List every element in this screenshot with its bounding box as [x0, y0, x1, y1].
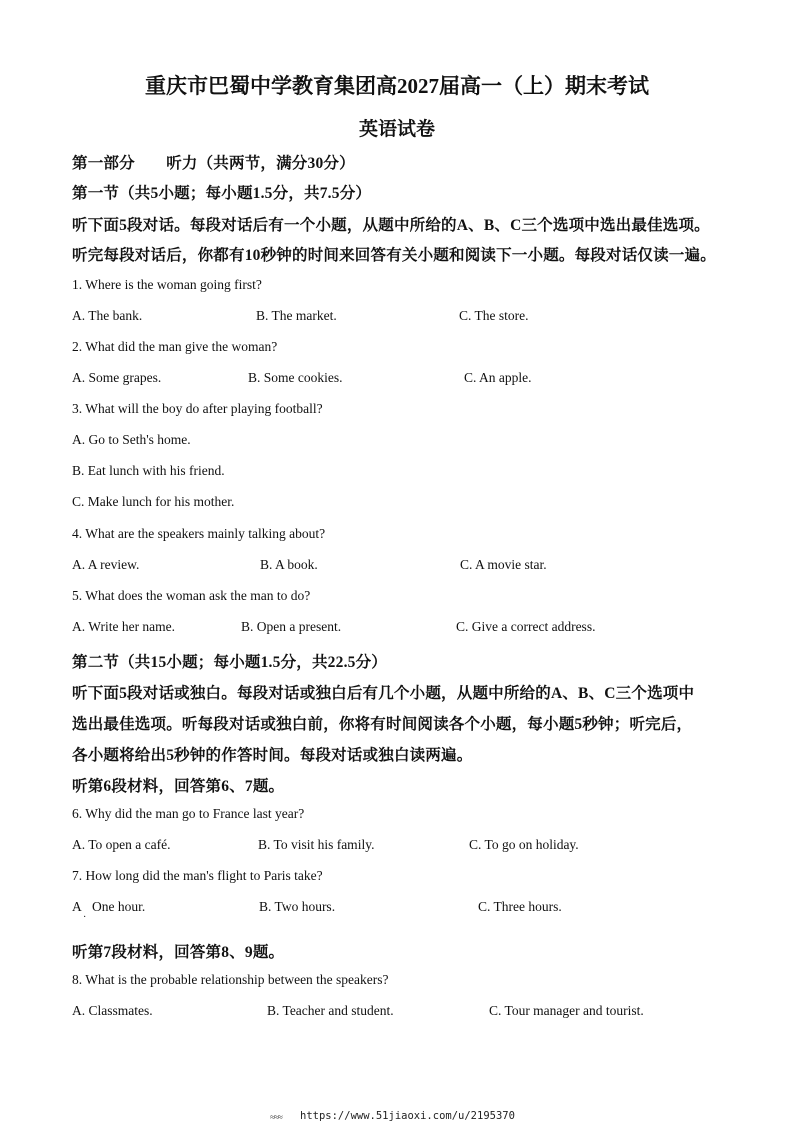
- question-2-option-a: A. Some grapes.: [72, 370, 162, 385]
- question-4-option-c: C. A movie star.: [460, 557, 547, 572]
- question-3-option-a: A. Go to Seth's home.: [72, 432, 191, 447]
- question-5-stem: 5. What does the woman ask the man to do?: [72, 588, 311, 603]
- question-7-option-a-letter: A: [72, 899, 82, 914]
- question-6-option-a: A. To open a café.: [72, 837, 171, 852]
- part1-heading: 第一部分 听力（共两节，满分30分）: [72, 155, 355, 172]
- material-7-heading: 听第7段材料，回答第8、9题。: [72, 944, 285, 961]
- question-1-stem: 1. Where is the woman going first?: [72, 277, 262, 292]
- question-7-stem: 7. How long did the man's flight to Paris take?: [72, 868, 323, 883]
- question-4-stem: 4. What are the speakers mainly talking about?: [72, 526, 326, 541]
- question-4-option-b: B. A book.: [260, 557, 318, 572]
- footer-logo-mark: ≈≈≈: [270, 1112, 282, 1122]
- question-6-option-c: C. To go on holiday.: [469, 837, 579, 852]
- section1-instruction-line2: 听完每段对话后，你都有10秒钟的时间来回答有关小题和阅读下一小题。每段对话仅读一遍。: [72, 247, 716, 264]
- question-1-option-c: C. The store.: [459, 308, 529, 323]
- question-2-option-b: B. Some cookies.: [248, 370, 343, 385]
- section2-instruction-line1: 听下面5段对话或独白。每段对话或独白后有几个小题，从题中所给的A、B、C三个选项中: [72, 685, 695, 702]
- question-8-option-a: A. Classmates.: [72, 1003, 153, 1018]
- section2-heading: 第二节（共15小题；每小题1.5分，共22.5分）: [72, 654, 388, 671]
- question-4-option-a: A. A review.: [72, 557, 140, 572]
- question-3-option-b: B. Eat lunch with his friend.: [72, 463, 225, 478]
- question-8-option-c: C. Tour manager and tourist.: [489, 1003, 644, 1018]
- question-3-stem: 3. What will the boy do after playing football?: [72, 401, 323, 416]
- question-6-stem: 6. Why did the man go to France last year?: [72, 806, 305, 821]
- question-5-option-b: B. Open a present.: [241, 619, 342, 634]
- question-7-option-a: One hour.: [92, 899, 146, 914]
- exam-title: 重庆市巴蜀中学教育集团高2027届高一（上）期末考试: [145, 74, 649, 98]
- question-3-option-c: C. Make lunch for his mother.: [72, 494, 235, 509]
- question-1-option-a: A. The bank.: [72, 308, 143, 323]
- footer-url-link[interactable]: https://www.51jiaoxi.com/u/2195370: [300, 1110, 515, 1122]
- material-6-heading: 听第6段材料，回答第6、7题。: [72, 778, 285, 795]
- question-7-option-b: B. Two hours.: [259, 899, 336, 914]
- question-2-stem: 2. What did the man give the woman?: [72, 339, 278, 354]
- question-5-option-a: A. Write her name.: [72, 619, 176, 634]
- section2-instruction-line2: 选出最佳选项。听每段对话或独白前，你将有时间阅读各个小题，每小题5秒钟；听完后，: [72, 716, 693, 733]
- exam-subtitle: 英语试卷: [358, 119, 435, 140]
- section1-heading: 第一节（共5小题；每小题1.5分，共7.5分）: [72, 185, 372, 202]
- question-1-option-b: B. The market.: [256, 308, 337, 323]
- question-2-option-c: C. An apple.: [464, 370, 532, 385]
- section2-instruction-line3: 各小题将给出5秒钟的作答时间。每段对话或独白读两遍。: [72, 747, 473, 764]
- question-6-option-b: B. To visit his family.: [258, 837, 375, 852]
- stray-dot-mark: ·: [83, 912, 87, 923]
- section1-instruction-line1: 听下面5段对话。每段对话后有一个小题，从题中所给的A、B、C三个选项中选出最佳选项。: [72, 217, 710, 234]
- question-5-option-c: C. Give a correct address.: [456, 619, 596, 634]
- question-7-option-c: C. Three hours.: [478, 899, 562, 914]
- question-8-stem: 8. What is the probable relationship between the speakers?: [72, 972, 389, 987]
- question-8-option-b: B. Teacher and student.: [267, 1003, 394, 1018]
